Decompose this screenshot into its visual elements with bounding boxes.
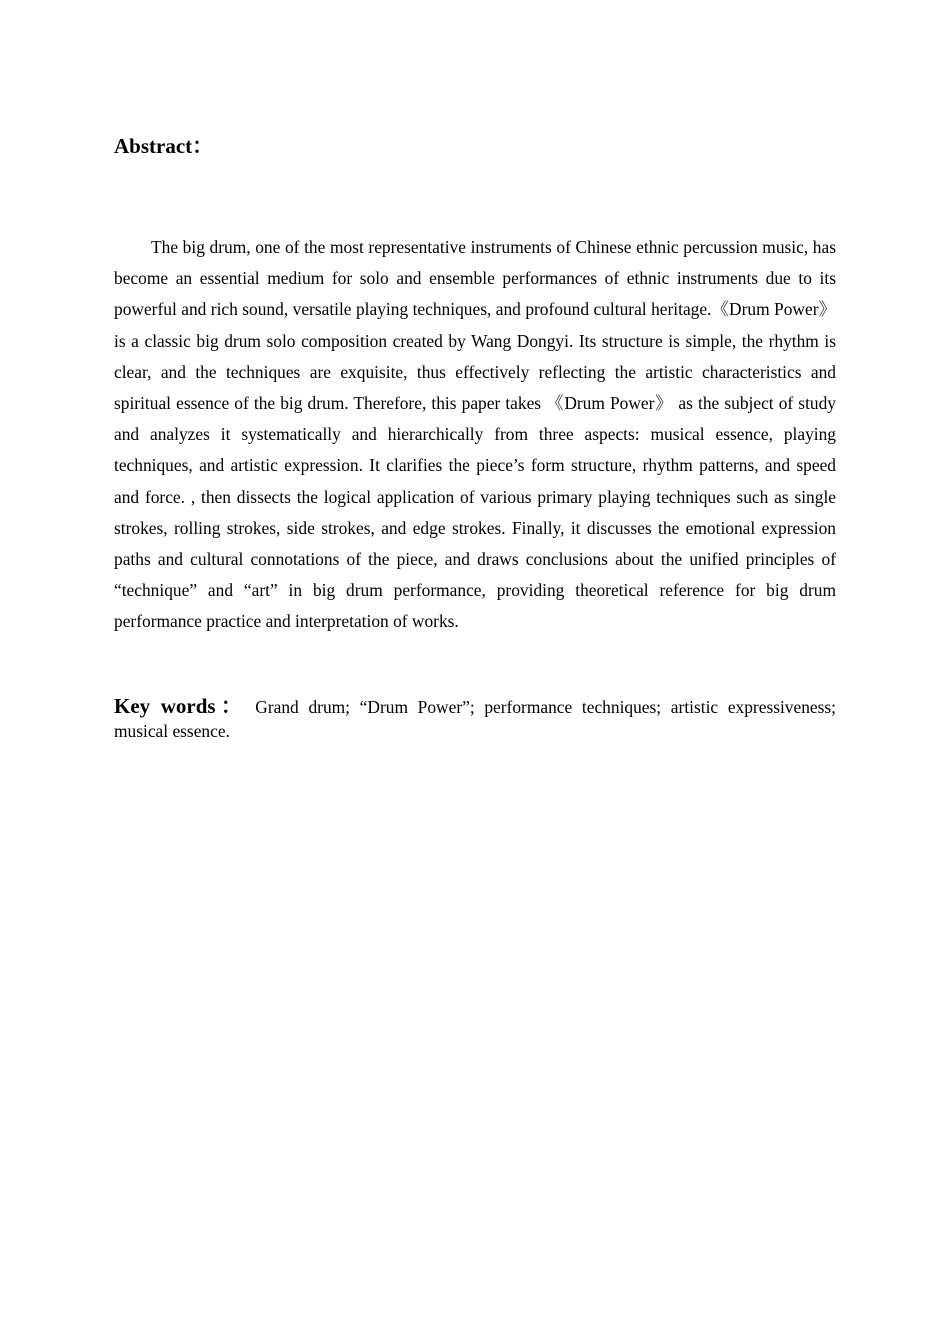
abstract-heading: Abstract： [114,134,214,158]
keywords-text: Grand drum; “Drum Power”; performance techniques; artistic expressiveness; musical essence. [114,697,837,741]
keywords-line [114,694,836,743]
abstract-paragraph: The big drum, one of the most representative instruments of Chinese ethnic percussion music, has become an essential medium for solo and ensemble performances of ethnic instruments due to its powerful and rich sound, versatile playing techniques, and profound cultural heritage.《Drum Power》 is a classic big drum solo composition created by Wang Dongyi. Its structure is simple, the rhythm is clear, and the techniques are exquisite, thus effectively reflecting the artistic characteristics and spiritual essence of the big drum. Therefore, this paper takes 《Drum Power》 as the subject of study and analyzes it systematically and hierarchically from three aspects: musical essence, playing techniques, and artistic expression. It clarifies the piece’s form structure, rhythm patterns, and speed and force. , then dissects the logical application of various primary playing techniques such as single strokes, rolling strokes, side strokes, and edge strokes. Finally, it discusses the emotional expression paths and cultural connotations of the piece, and draws conclusions about the unified principles of “technique” and “art” in big drum performance, providing theoretical reference for big drum performance practice and interpretation of works. [114,237,836,632]
keywords-label: Key words： [114,694,248,718]
